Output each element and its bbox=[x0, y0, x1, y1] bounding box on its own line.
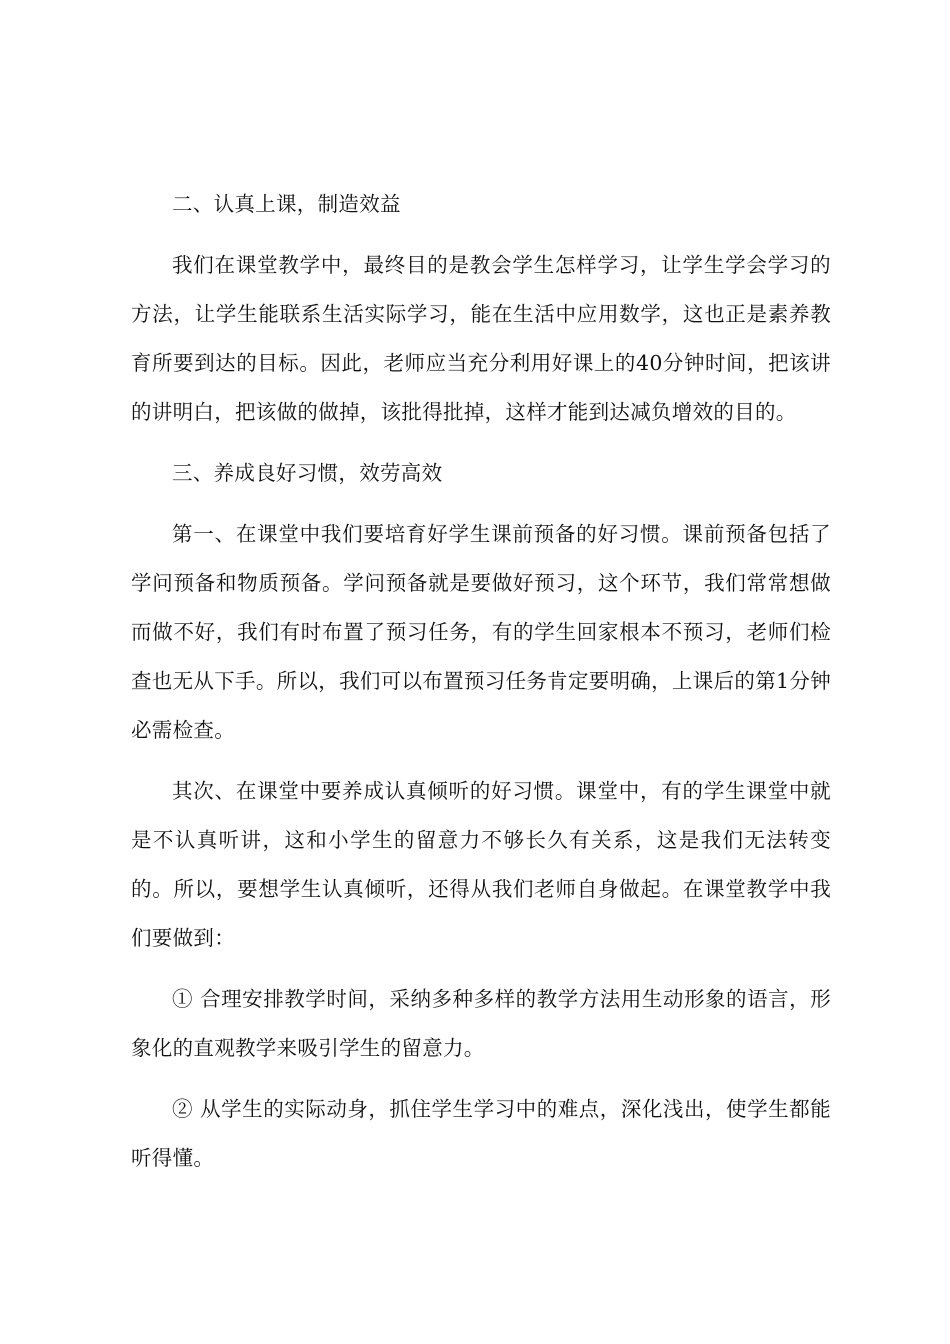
paragraph-listening-habit: 其次、在课堂中要养成认真倾听的好习惯。课堂中，有的学生课堂中就是不认真听讲，这和小学生的留意力不够长久有关系，这是我们无法转变的。所以，要想学生认真倾听，还得从我们老师自身做起。在课堂教学中我们要做到： bbox=[131, 779, 831, 950]
paragraph-classroom-goal: 我们在课堂教学中，最终目的是教会学生怎样学习，让学生学会学习的方法，让学生能联系生活实际学习，能在生活中应用数学，这也正是素养教育所要到达的目标。因此，老师应当充分利用好课上的40分钟时间，把该讲的讲明白，把该做的做掉，该批得批掉，这样才能到达减负增效的目的。 bbox=[131, 253, 831, 424]
list-item-2: ② 从学生的实际动身，抓住学生学习中的难点，深化浅出，使学生都能听得懂。 bbox=[131, 1097, 831, 1170]
section-heading-2: 二、认真上课，制造效益 bbox=[172, 192, 401, 216]
paragraph-preparation-habit: 第一、在课堂中我们要培育好学生课前预备的好习惯。课前预备包括了学问预备和物质预备。学问预备就是要做好预习，这个环节，我们常常想做而做不好，我们有时布置了预习任务，有的学生回家根本不预习，老师们检查也无从下手。所以，我们可以布置预习任务肯定要明确，上课后的第1分钟必需检查。 bbox=[131, 522, 831, 742]
list-item-1: ① 合理安排教学时间，采纳多种多样的教学方法用生动形象的语言，形象化的直观教学来吸引学生的留意力。 bbox=[131, 987, 831, 1060]
section-heading-3: 三、养成良好习惯，效劳高效 bbox=[172, 461, 443, 485]
document-body bbox=[131, 180, 831, 1183]
